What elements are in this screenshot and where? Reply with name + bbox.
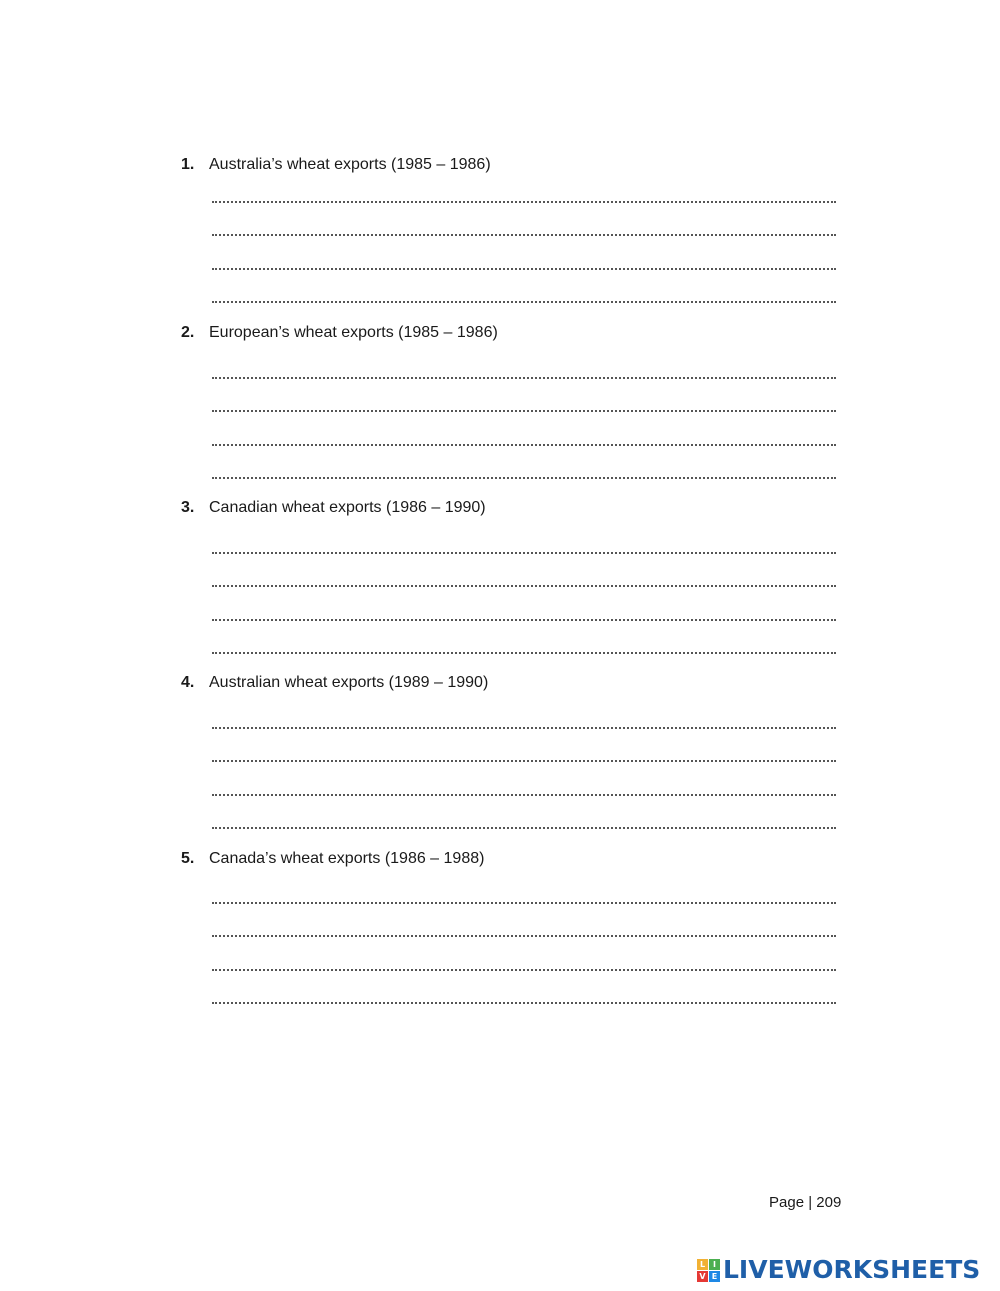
answer-line[interactable] bbox=[212, 410, 836, 412]
answer-line[interactable] bbox=[212, 552, 836, 554]
answer-line[interactable] bbox=[212, 377, 836, 379]
question-number: 4. bbox=[181, 674, 195, 691]
answer-line[interactable] bbox=[212, 444, 836, 446]
question-number: 5. bbox=[181, 850, 195, 867]
logo-letter: I bbox=[709, 1259, 720, 1270]
question-text: Australian wheat exports (1989 – 1990) bbox=[209, 674, 489, 691]
logo-letter: V bbox=[697, 1271, 708, 1282]
answer-line[interactable] bbox=[212, 652, 836, 654]
answer-line[interactable] bbox=[212, 619, 836, 621]
question-heading bbox=[181, 672, 841, 694]
answer-line[interactable] bbox=[212, 1002, 836, 1004]
question-number: 1. bbox=[181, 156, 195, 173]
answer-line[interactable] bbox=[212, 201, 836, 203]
page-number: Page | 209 bbox=[769, 1194, 842, 1211]
answer-line[interactable] bbox=[212, 268, 836, 270]
question-4 bbox=[181, 672, 841, 694]
logo-letter: L bbox=[697, 1259, 708, 1270]
logo-letter: E bbox=[709, 1271, 720, 1282]
answer-line[interactable] bbox=[212, 902, 836, 904]
question-3 bbox=[181, 497, 841, 519]
answer-line[interactable] bbox=[212, 234, 836, 236]
question-number: 2. bbox=[181, 324, 195, 341]
question-heading bbox=[181, 848, 841, 870]
question-number: 3. bbox=[181, 499, 195, 516]
question-heading bbox=[181, 322, 841, 344]
answer-line[interactable] bbox=[212, 827, 836, 829]
question-heading bbox=[181, 154, 841, 176]
liveworksheets-logo-icon bbox=[697, 1259, 720, 1282]
question-text: Australia’s wheat exports (1985 – 1986) bbox=[209, 156, 491, 173]
brand-name: LIVEWORKSHEETS bbox=[723, 1255, 981, 1284]
answer-line[interactable] bbox=[212, 727, 836, 729]
question-text: European’s wheat exports (1985 – 1986) bbox=[209, 324, 498, 341]
answer-line[interactable] bbox=[212, 794, 836, 796]
answer-line[interactable] bbox=[212, 585, 836, 587]
liveworksheets-brand bbox=[697, 1255, 980, 1285]
question-1 bbox=[181, 154, 841, 176]
answer-line[interactable] bbox=[212, 760, 836, 762]
answer-line[interactable] bbox=[212, 969, 836, 971]
question-5 bbox=[181, 848, 841, 870]
answer-line[interactable] bbox=[212, 477, 836, 479]
question-heading bbox=[181, 497, 841, 519]
answer-line[interactable] bbox=[212, 301, 836, 303]
question-2 bbox=[181, 322, 841, 344]
answer-line[interactable] bbox=[212, 935, 836, 937]
question-text: Canada’s wheat exports (1986 – 1988) bbox=[209, 850, 485, 867]
question-text: Canadian wheat exports (1986 – 1990) bbox=[209, 499, 486, 516]
